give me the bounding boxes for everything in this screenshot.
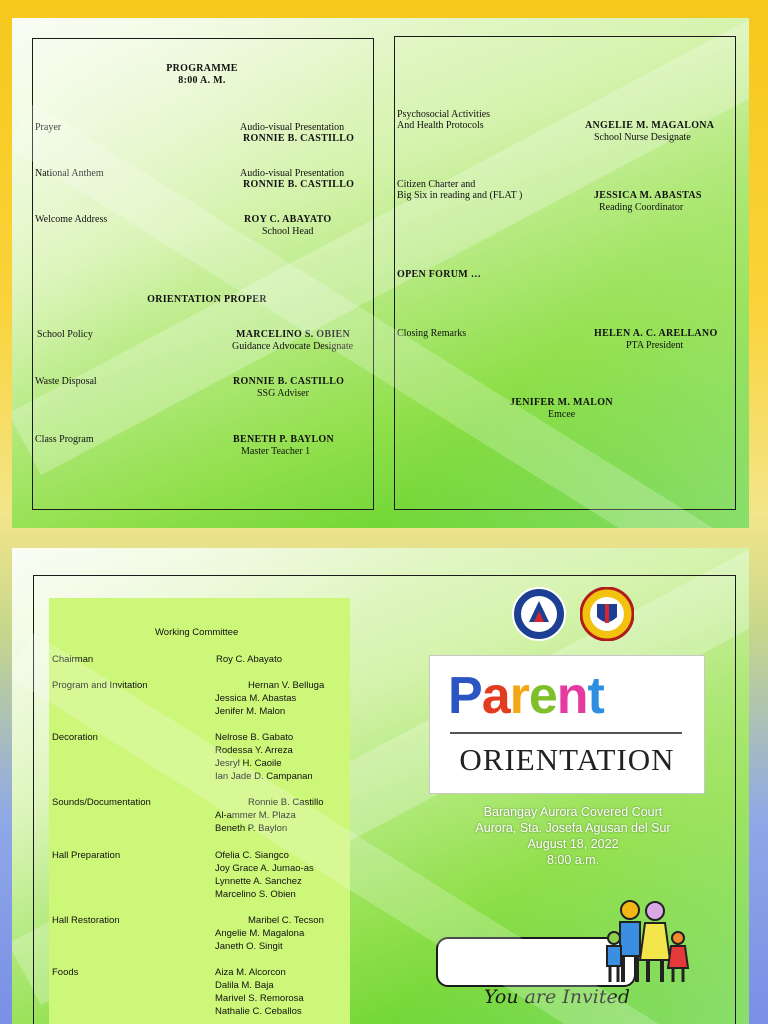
programme-person: MARCELINO S. OBIEN xyxy=(236,329,351,340)
committee-member: Joy Grace A. Jumao-as xyxy=(215,863,314,874)
venue-line: Aurora, Sta. Josefa Agusan del Sur xyxy=(475,821,671,835)
event-time: 8:00 a.m. xyxy=(546,853,600,867)
programme-part: Class Program xyxy=(35,434,94,445)
parent-title xyxy=(448,667,604,725)
family-icon xyxy=(600,898,692,988)
cover-panel xyxy=(12,548,749,1024)
programme-part: Prayer xyxy=(35,122,62,133)
committee-member: Angelie M. Magalona xyxy=(215,928,305,939)
programme-note: Audio-visual Presentation xyxy=(240,168,345,179)
programme-person: RONNIE B. CASTILLO xyxy=(243,133,355,144)
programme-role: Guidance Advocate Designate xyxy=(232,341,354,352)
committee-member: Marcelino S. Obien xyxy=(215,889,296,900)
event-date: August 18, 2022 xyxy=(527,837,619,851)
school-seal-icon xyxy=(580,587,634,641)
committee-member: Maribel C. Tecson xyxy=(248,915,324,926)
programme-part: Big Six in reading and (FLAT ) xyxy=(397,190,523,201)
title-letter: t xyxy=(587,667,604,725)
orientation-title: ORIENTATION xyxy=(459,742,675,777)
committee-label: Hall Restoration xyxy=(52,915,120,926)
committee-member: Roy C. Abayato xyxy=(216,654,283,665)
committee-member: Al-ammer M. Plaza xyxy=(215,810,296,821)
emcee-name: JENIFER M. MALON xyxy=(510,397,613,408)
title-letter: P xyxy=(448,667,482,725)
committee-member: Jessica M. Abastas xyxy=(215,693,297,704)
programme-person: BENETH P. BAYLON xyxy=(233,434,335,445)
programme-person: HELEN A. C. ARELLANO xyxy=(594,328,718,339)
committee-member: Jenifer M. Malon xyxy=(215,706,286,717)
committee-member: Hernan V. Belluga xyxy=(248,680,325,691)
committee-label: Program and Invitation xyxy=(52,680,148,691)
committee-member: Aiza M. Alcorcon xyxy=(215,967,286,978)
programme-part: And Health Protocols xyxy=(397,120,484,131)
committee-member: Dalila M. Baja xyxy=(215,980,274,991)
committee-member: Lynnette A. Sanchez xyxy=(215,876,302,887)
programme-person: ANGELIE M. MAGALONA xyxy=(585,120,715,131)
programme-person: ROY C. ABAYATO xyxy=(244,214,332,225)
programme-note: Audio-visual Presentation xyxy=(240,122,345,133)
programme-part: School Policy xyxy=(37,329,93,340)
committee-label: Foods xyxy=(52,967,79,978)
title-letter: e xyxy=(528,667,557,725)
programme-person: RONNIE B. CASTILLO xyxy=(233,376,345,387)
committee-member: Janeth O. Singit xyxy=(215,941,283,952)
programme-part: Closing Remarks xyxy=(397,328,467,339)
programme-role: Master Teacher 1 xyxy=(241,446,311,457)
committee-label: Chairman xyxy=(52,654,94,665)
programme-part: Citizen Charter and xyxy=(397,179,476,190)
programme-part: Psychosocial Activities xyxy=(397,109,491,120)
programme-role: SSG Adviser xyxy=(257,388,309,399)
committee-member: Jesryl H. Caoile xyxy=(215,758,282,769)
open-forum: OPEN FORUM … xyxy=(397,269,482,280)
title-letter: r xyxy=(509,667,529,725)
event-details xyxy=(442,804,704,868)
committee-member: Ofelia C. Siangco xyxy=(215,850,289,861)
deped-seal-icon xyxy=(512,587,566,641)
programme-part: Welcome Address xyxy=(35,214,108,225)
title-letter: a xyxy=(481,667,510,725)
programme-role: PTA President xyxy=(626,340,684,351)
title-letter: n xyxy=(556,667,588,725)
committee-member: Nathalie C. Ceballos xyxy=(215,1006,302,1017)
committee-member: Ian Jade D. Campanan xyxy=(215,771,313,782)
emcee-role: Emcee xyxy=(548,409,576,420)
programme-part: Waste Disposal xyxy=(35,376,97,387)
programme-person: JESSICA M. ABASTAS xyxy=(594,190,702,201)
programme-role: School Head xyxy=(262,226,314,237)
committee-member: Rodessa Y. Arreza xyxy=(215,745,293,756)
programme-heading: PROGRAMME xyxy=(166,63,238,74)
invite-text: You are Invited xyxy=(484,986,630,1008)
committee-label: Hall Preparation xyxy=(52,850,121,861)
committee-member: Marivel S. Remorosa xyxy=(215,993,304,1004)
committee-member: Nelrose B. Gabato xyxy=(215,732,294,743)
committee-label: Decoration xyxy=(52,732,98,743)
programme-time: 8:00 A. M. xyxy=(178,75,226,86)
venue-line: Barangay Aurora Covered Court xyxy=(483,805,663,819)
orientation-proper-heading: ORIENTATION PROPER xyxy=(147,294,267,305)
committee-title: Working Committee xyxy=(155,627,239,638)
programme-role: School Nurse Designate xyxy=(594,132,691,143)
title-card xyxy=(429,655,705,794)
programme-person: RONNIE B. CASTILLO xyxy=(243,179,355,190)
title-divider xyxy=(450,732,682,734)
programme-part: National Anthem xyxy=(35,168,104,179)
committee-label: Sounds/Documentation xyxy=(52,797,151,808)
programme-role: Reading Coordinator xyxy=(599,202,684,213)
programme-panel xyxy=(12,18,749,528)
committee-member: Ronnie B. Castillo xyxy=(248,797,324,808)
working-committee xyxy=(49,598,350,1024)
committee-member: Beneth P. Baylon xyxy=(215,823,288,834)
